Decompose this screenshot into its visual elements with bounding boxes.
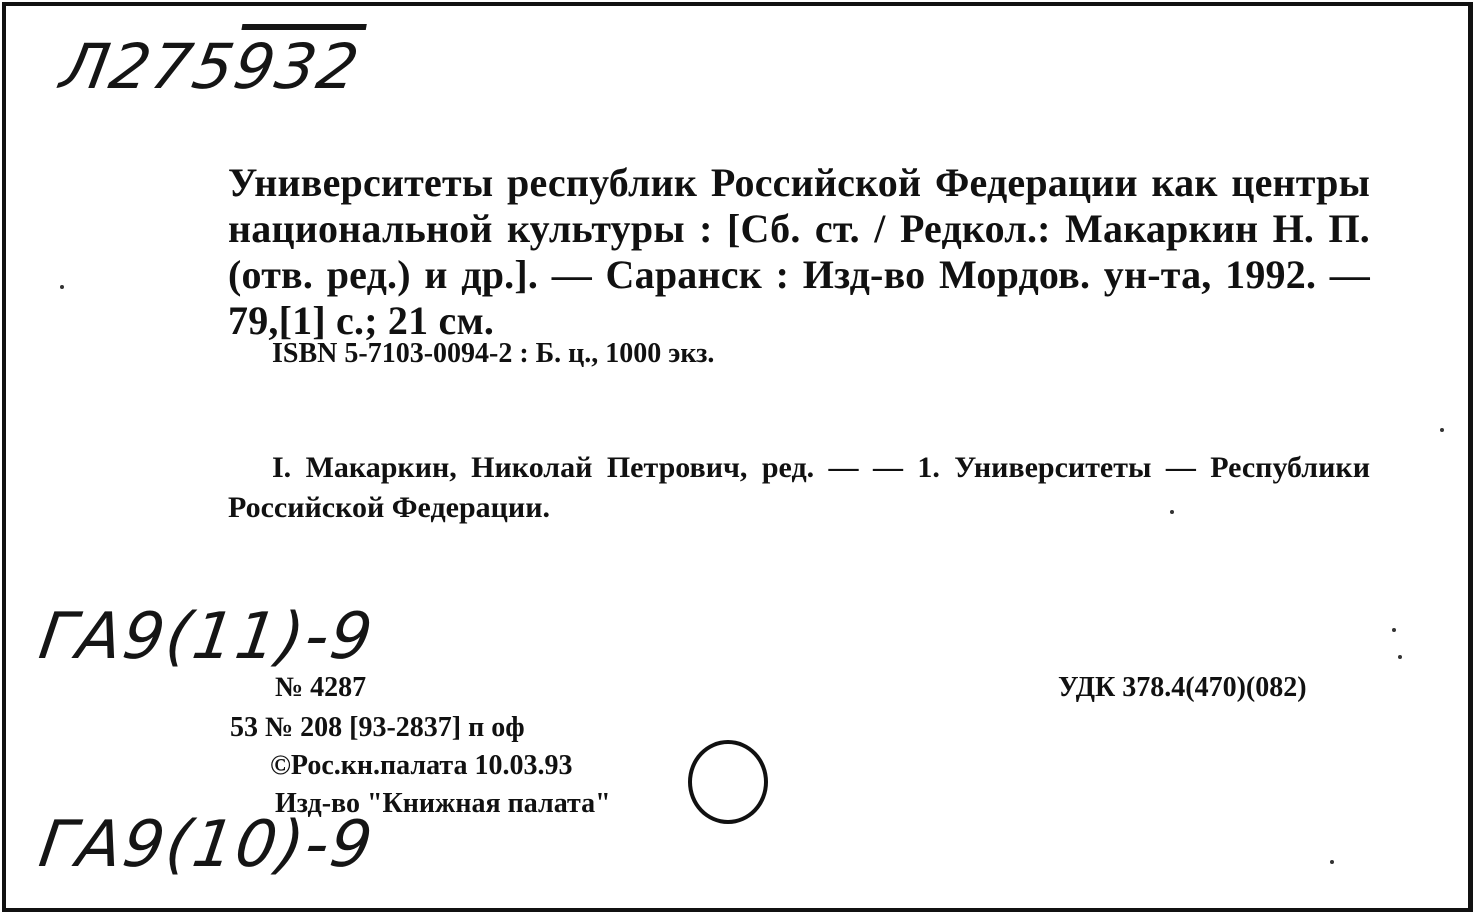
ink-speck <box>60 285 64 289</box>
publisher-line: Изд-во "Книжная палата" <box>275 788 611 819</box>
copyright-line: ©Рос.кн.палата 10.03.93 <box>270 750 573 781</box>
ink-speck <box>1330 860 1334 864</box>
handwritten-shelf-mark-1: ГА9(11)-9 <box>34 600 379 674</box>
ink-speck <box>1398 655 1402 659</box>
call-number-prefix: Л275 <box>55 30 242 103</box>
bibliographic-description: Университеты республик Российской Федерации как центры национальной культуры : [Сб. ст. / Редкол.: Макаркин Н. П. (отв. ред.) и др.]. — Саранск : Изд-во Мордов. ун-та, 1992. — 79,[1] с.; 21 см. <box>228 160 1370 343</box>
print-number: 53 № 208 [93-2837] п оф <box>230 712 525 743</box>
ink-speck <box>1440 428 1444 432</box>
card-number: № 4287 <box>275 672 367 703</box>
handwritten-shelf-mark-2: ГА9(10)-9 <box>34 808 379 882</box>
ink-speck <box>1392 628 1396 632</box>
circle-stamp-icon <box>688 740 768 824</box>
ink-speck <box>1170 510 1174 514</box>
isbn-line: ISBN 5-7103-0094-2 : Б. ц., 1000 экз. <box>272 338 715 369</box>
udk-code: УДК 378.4(470)(082) <box>1058 672 1307 703</box>
handwritten-call-number <box>56 30 366 103</box>
tracing-entries: I. Макаркин, Николай Петрович, ред. — — 1. Университеты — Республики Российской Федерации. <box>228 451 1370 524</box>
call-number-suffix: 932 <box>228 30 366 103</box>
